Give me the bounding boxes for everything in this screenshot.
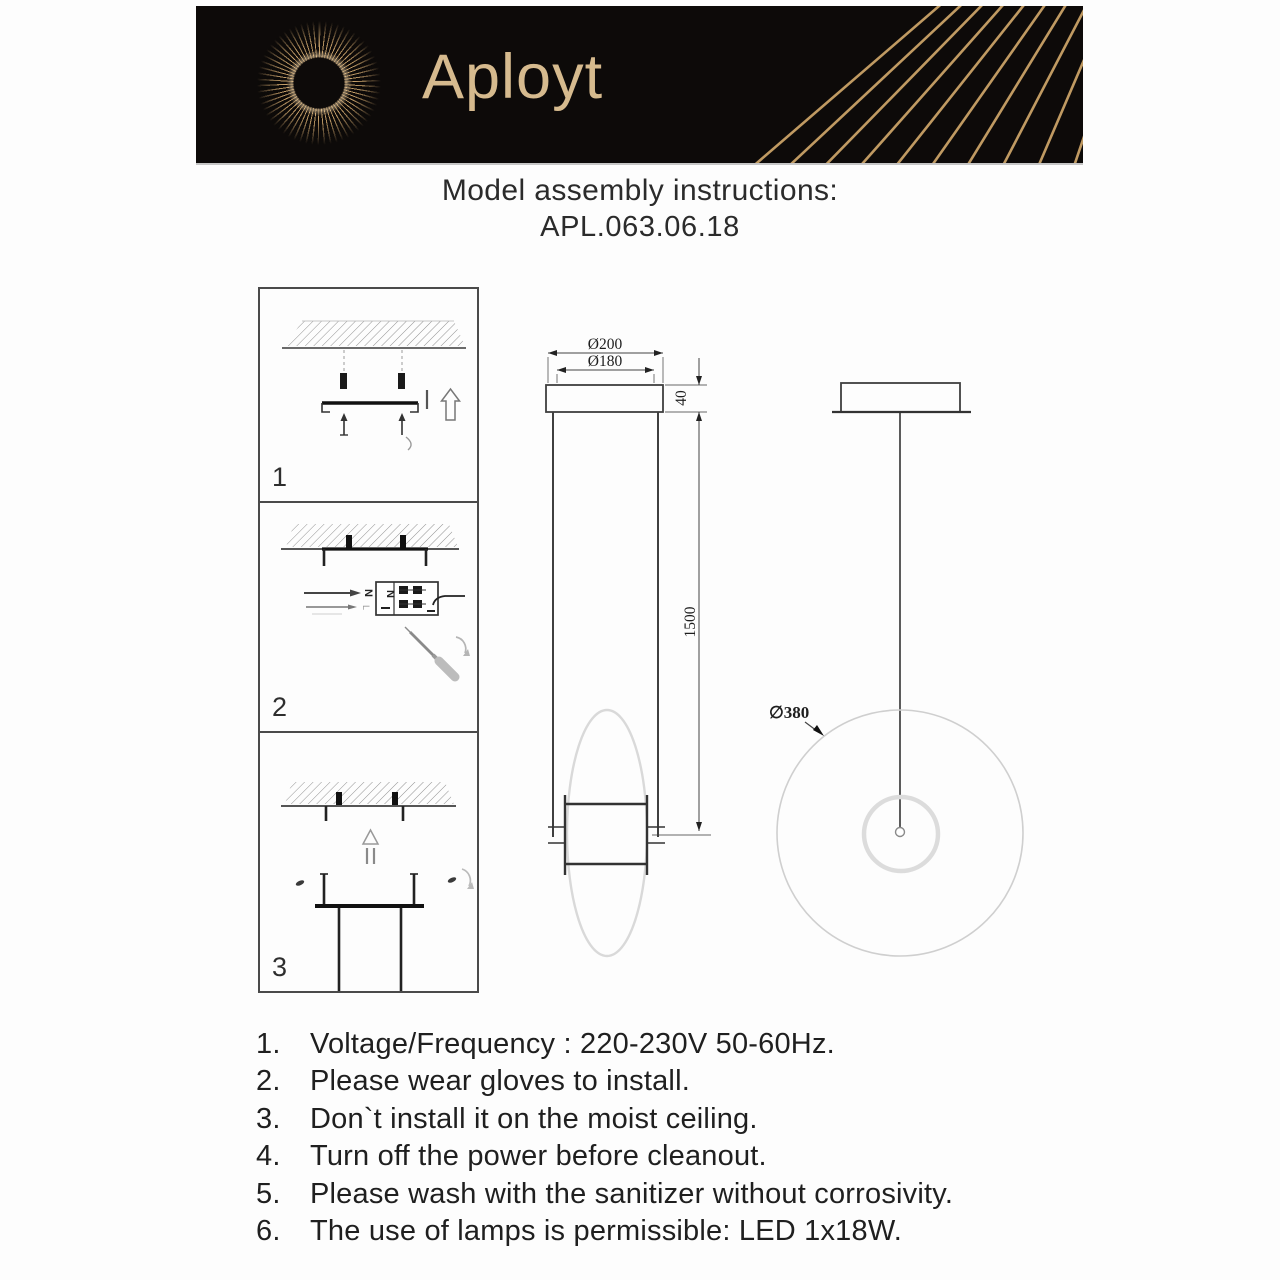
dim-shade-label: ∅380: [769, 703, 810, 722]
list-item: [256, 1101, 1056, 1138]
assembly-step-panel-3: [258, 731, 479, 993]
list-item: [256, 1063, 1056, 1100]
screw-icon: [295, 879, 305, 887]
list-item: [256, 1176, 1056, 1213]
list-item-text: Please wear gloves to install.: [310, 1065, 690, 1098]
list-item-number: 6.: [256, 1215, 281, 1248]
ceiling-hatch: [286, 524, 458, 547]
front-view-drawing: [528, 332, 728, 967]
dim-length-label: 1500: [682, 606, 699, 638]
anchor-bolt: [346, 535, 352, 548]
wire-n-label: N: [362, 589, 374, 597]
step2-drawing: [260, 503, 477, 731]
dim-height-label: 40: [673, 390, 690, 406]
list-item-number: 3.: [256, 1102, 281, 1135]
ceiling-hatch: [286, 321, 465, 346]
canopy-front: [546, 385, 663, 412]
assembly-steps: [258, 287, 479, 993]
screw-icon: [447, 876, 457, 884]
ceiling-hatch: [285, 782, 454, 804]
anchor-bolt: [398, 373, 405, 389]
anchor-bolt: [392, 792, 398, 805]
up-arrow-icon: [363, 830, 378, 844]
glass-disc-edge: [567, 710, 647, 956]
brand-banner: [196, 6, 1083, 165]
rotate-arrow-icon: [456, 637, 466, 653]
step-number: 1: [272, 462, 288, 492]
anchor-bolt: [400, 535, 406, 548]
step3-drawing: [260, 733, 477, 991]
assembly-step-panel-1: [258, 287, 479, 503]
model-number: APL.063.06.18: [540, 211, 740, 243]
list-item-number: 1.: [256, 1028, 281, 1060]
assembly-step-panel-2: [258, 501, 479, 733]
rotate-arrow-icon: [462, 869, 470, 886]
list-item-text: Please wash with the sanitizer without corrosivity.: [310, 1177, 954, 1210]
brand-wordmark: Aployt: [422, 42, 604, 112]
list-item-text: Don`t install it on the moist ceiling.: [310, 1102, 758, 1135]
dim-inner-label: Ø180: [587, 353, 623, 370]
terminal-n-label: N: [384, 590, 396, 598]
list-item-number: 4.: [256, 1140, 281, 1173]
center-hub: [896, 828, 905, 837]
list-item-text: Voltage/Frequency : 220-230V 50-60Hz.: [310, 1028, 835, 1060]
instructions-list: [256, 1026, 1056, 1250]
dim-outer-label: Ø200: [587, 336, 623, 353]
wire-l-label: L: [361, 605, 371, 611]
list-item-text: The use of lamps is permissible: LED 1x18W.: [310, 1215, 903, 1248]
step-number: 3: [272, 952, 288, 982]
step-number: 2: [272, 692, 288, 722]
screwdriver-icon: [405, 627, 410, 632]
anchor-bolt: [336, 792, 342, 805]
title-block: [0, 172, 1280, 245]
list-item: [256, 1213, 1056, 1250]
side-view-drawing: [745, 360, 1045, 985]
canopy-side: [841, 383, 960, 412]
list-item: [256, 1026, 1056, 1063]
page-title: Model assembly instructions:: [441, 174, 839, 207]
step1-drawing: [260, 289, 477, 501]
up-arrow-icon: [442, 389, 460, 420]
list-item-number: 5.: [256, 1177, 281, 1210]
anchor-bolt: [340, 373, 347, 389]
list-item-number: 2.: [256, 1065, 281, 1098]
list-item-text: Turn off the power before cleanout.: [310, 1140, 767, 1173]
list-item: [256, 1138, 1056, 1175]
banner-rays-decoration: [196, 6, 1083, 163]
